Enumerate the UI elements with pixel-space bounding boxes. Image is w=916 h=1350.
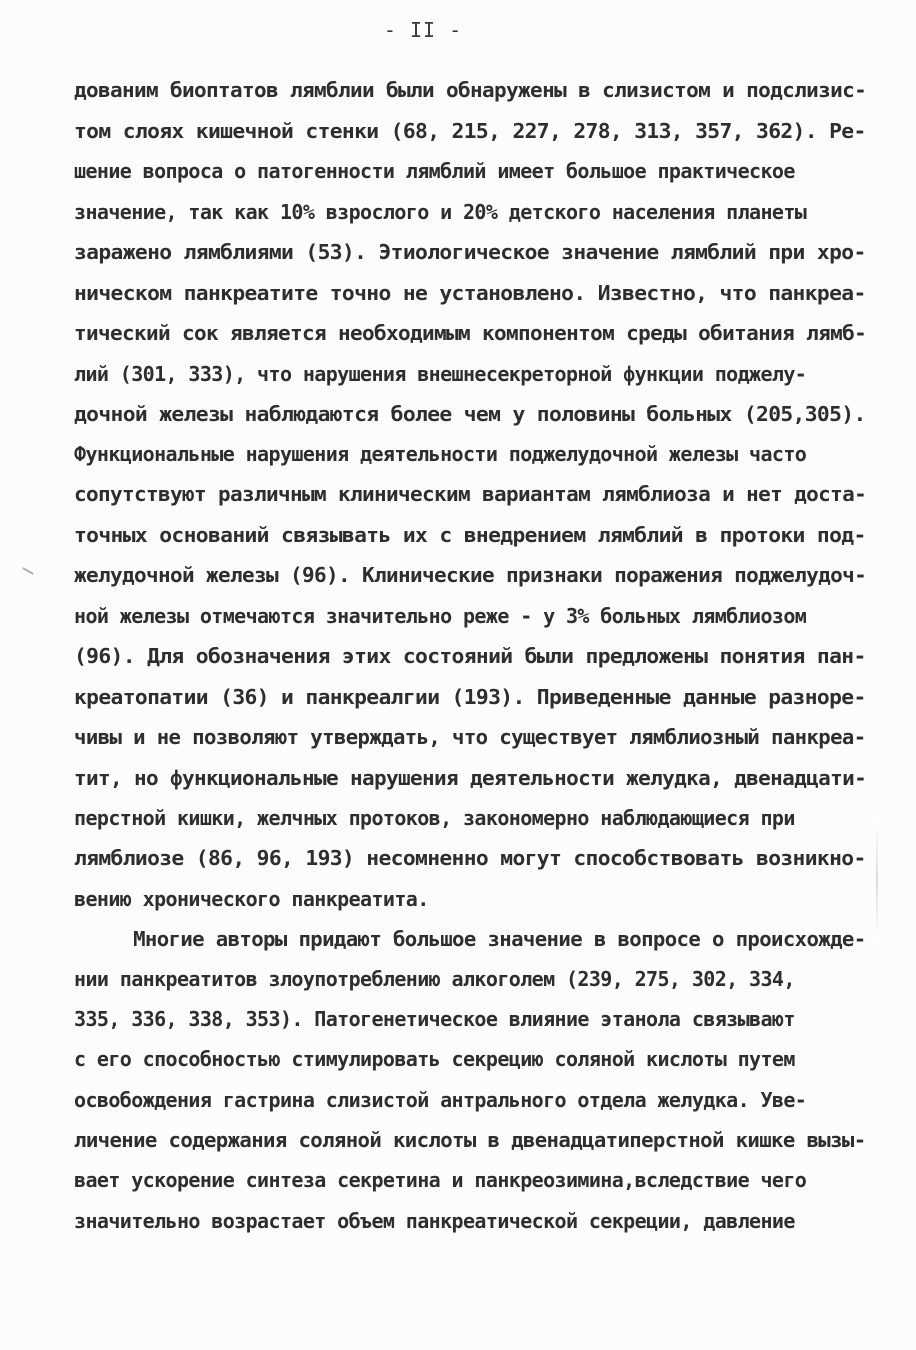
- text-line: тический сок является необходимым компонентом среды обитания лямб-: [74, 321, 867, 345]
- text-line: креатопатии (36) и панкреалгии (193). Приведенные данные разноре-: [74, 685, 866, 709]
- text-line: чивы и не позволяют утверждать, что существует лямблиозный панкреа-: [74, 725, 866, 749]
- text-line: дочной железы наблюдаются более чем у половины больных (205,305).: [74, 402, 866, 426]
- text-line: значительно возрастает объем панкреатической секреции, давление: [74, 1209, 795, 1233]
- margin-mark: [876, 820, 878, 940]
- text-line: нии панкреатитов злоупотреблению алкоголем (239, 275, 302, 334,: [74, 967, 795, 991]
- text-line: сопутствуют различным клиническим вариантам лямблиоза и нет доста-: [74, 482, 867, 506]
- text-line: (96). Для обозначения этих состояний были предложены понятия пан-: [74, 644, 866, 668]
- text-line: ной железы отмечаются значительно реже - у 3% больных лямблиозом: [74, 604, 807, 628]
- text-line: значение, так как 10% взрослого и 20% детского населения планеты: [74, 200, 807, 224]
- text-line: Многие авторы придают большое значение в вопросе о происхожде-: [74, 927, 866, 951]
- text-line: Функциональные нарушения деятельности поджелудочной железы часто: [74, 442, 807, 466]
- text-line: ническом панкреатите точно не установлено. Известно, что панкреа-: [74, 281, 866, 305]
- text-line: том слоях кишечной стенки (68, 215, 227, 278, 313, 357, 362). Ре-: [74, 119, 866, 143]
- text-line: заражено лямблиями (53). Этиологическое значение лямблий при хро-: [74, 240, 866, 264]
- text-line: 335, 336, 338, 353). Патогенетическое влияние этанола связывают: [74, 1007, 795, 1031]
- text-line: вению хронического панкреатита.: [74, 887, 429, 911]
- text-line: лямблиозе (86, 96, 193) несомненно могут способствовать возникно-: [74, 846, 866, 870]
- page-number: - II -: [383, 18, 463, 42]
- text-line: вает ускорение синтеза секретина и панкреозимина,вследствие чего: [74, 1168, 807, 1192]
- text-line: точных оснований связывать их с внедрением лямблий в протоки под-: [74, 523, 866, 547]
- text-line: желудочной железы (96). Клинические признаки поражения поджелудоч-: [74, 563, 867, 587]
- scan-mark: [22, 567, 33, 575]
- text-line: перстной кишки, желчных протоков, закономерно наблюдающиеся при: [74, 806, 795, 830]
- text-line: освобождения гастрина слизистой антрального отдела желудка. Уве-: [74, 1088, 807, 1112]
- text-line: шение вопроса о патогенности лямблий имеет большое практическое: [74, 159, 795, 183]
- text-line: личение содержания соляной кислоты в двенадцатиперстной кишке вызы-: [74, 1128, 866, 1152]
- text-line: дованим биоптатов лямблии были обнаружены в слизистом и подслизис-: [74, 78, 867, 102]
- text-line: с его способностью стимулировать секрецию соляной кислоты путем: [74, 1047, 795, 1071]
- text-line: лий (301, 333), что нарушения внешнесекреторной функции поджелу-: [74, 362, 807, 386]
- text-line: тит, но функциональные нарушения деятельности желудка, двенадцати-: [74, 766, 867, 790]
